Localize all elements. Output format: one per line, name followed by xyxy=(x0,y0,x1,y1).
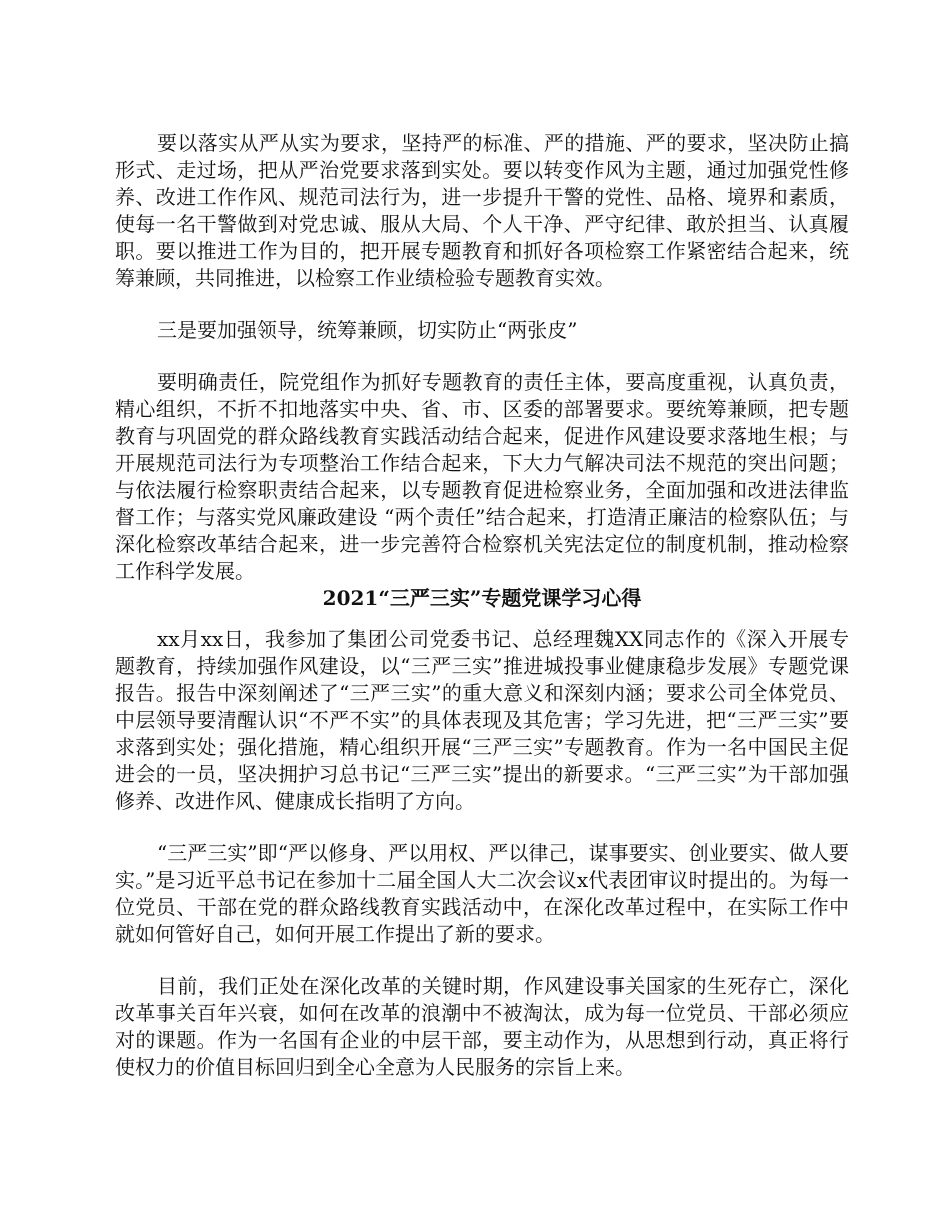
section-heading-three: 三是要加强领导，统筹兼顾，切实防止“两张皮” xyxy=(157,318,578,342)
document-body xyxy=(115,130,849,1106)
paragraph-three-stricts-definition: “三严三实”即“严以修身、严以用权、严以律己，谋事要实、创业要实、做人要实。”是习近平总书记在参加十二届全国人大二次会议x代表团审议时提出的。为每一位党员、干部在党的群众路线教育实践活动中，在深化改革过程中，在实际工作中就如何管好自己，如何开展工作提出了新的要求。 xyxy=(115,841,849,946)
paragraph-current-reform: 目前，我们正处在深化改革的关键时期，作风建设事关国家的生死存亡，深化改革事关百年兴衰，如何在改革的浪潮中不被淘汰，成为每一位党员、干部必须应对的课题。作为一名国有企业的中层干部，要主动作为，从思想到行动，真正将行使权力的价值目标回归到全心全意为人民服务的宗旨上来。 xyxy=(115,974,849,1079)
paragraph-strict-requirements: 要以落实从严从实为要求，坚持严的标准、严的措施、严的要求，坚决防止搞形式、走过场，把从严治党要求落到实处。要以转变作风为主题，通过加强党性修养、改进工作作风、规范司法行为，进一步提升干警的党性、品格、境界和素质， 使每一名干警做到对党忠诚、服从大局、个人干净、严守纪律、敢於担当、认真履职。要以推进工作为目的，把开展专题教育和抓好各项检察工作紧密结合起来，统筹兼顾，共同推进，以检察工作业绩检验专题教育实效。 xyxy=(115,131,849,290)
paragraph-party-lecture: xx月xx日，我参加了集团公司党委书记、总经理魏XX同志作的《深入开展专题教育，持续加强作风建设，以“三严三实”推进城投事业健康稳步发展》专题党课报告。报告中深刻阐述了“三严三实”的重大意义和深刻内涵；要求公司全体党员、中层领导要清醒认识“不严不实”的具体表现及其危害；学习先进，把“三严三实”要求落到实处；强化措施，精心组织开展“三严三实”专题教育。作为一名中国民主促进会的一员，坚决拥护习总书记“三严三实”提出的新要求。“三严三实”为干部加强修养、改进作风、健康成长指明了方向。 xyxy=(115,627,849,813)
document-title: 2021“三严三实”专题党课学习心得 xyxy=(322,586,642,610)
paragraph-leadership: 要明确责任，院党组作为抓好专题教育的责任主体，要高度重视，认真负责，精心组织，不折不扣地落实中央、省、市、区委的部署要求。要统筹兼顾，把专题教育与巩固党的群众路线教育实践活动结合起来，促进作风建设要求落地生根；与开展规范司法行为专项整治工作结合起来，下大力气解决司法不规范的突出问题；与依法履行检察职责结合起来，以专题教育促进检察业务，全面加强和改进法律监督工作；与落实党风廉政建设 “两个责任”结合起来，打造清正廉洁的检察队伍；与深化检察改革结合起来，进一步完善符合检察机关宪法定位的制度机制，推动检察工作科学发展。 xyxy=(115,370,849,583)
